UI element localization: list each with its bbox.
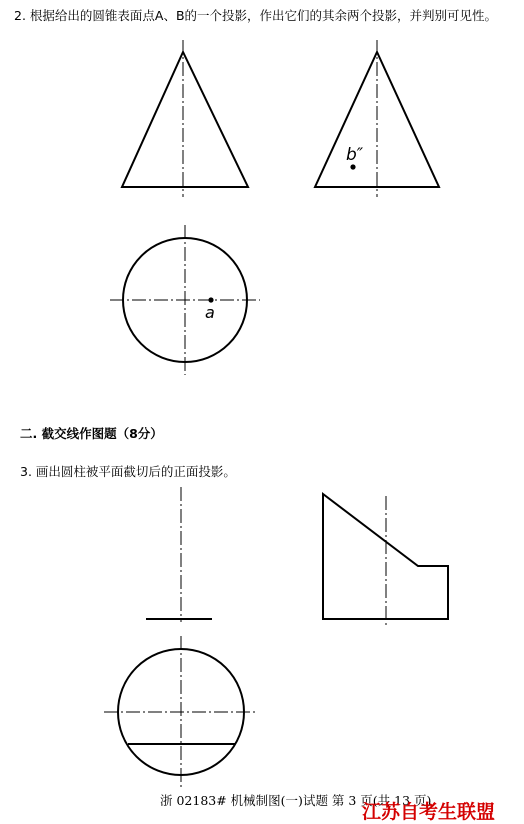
question-2-body: 根据给出的圆锥表面点A、B的一个投影，作出它们的其余两个投影，并判别可见性。 [29, 8, 498, 23]
cylinder-side-outline [323, 494, 448, 619]
point-b-label: b″ [346, 145, 364, 165]
cone-top-view [110, 225, 260, 375]
watermark: 江苏自考生联盟 [362, 801, 496, 823]
question-3-number: 3. [20, 464, 32, 479]
cylinder-side-view [323, 494, 448, 626]
section-2-title: 截交线作图题（8分） [41, 426, 163, 441]
cylinder-top-view [104, 636, 258, 788]
cylinder-front-view [146, 487, 212, 622]
cone-side-view [315, 40, 439, 197]
question-2-number: 2. [14, 8, 26, 23]
point-b [350, 164, 355, 169]
point-a [208, 297, 213, 302]
section-2-number: 二. [20, 426, 38, 441]
point-a-label: a [205, 303, 215, 322]
page-footer: 浙 02183# 机械制图(一)试题 第 3 页(共 13 页) [160, 793, 432, 808]
cone-front-outline [122, 52, 248, 187]
cone-front-view [122, 40, 248, 197]
question-3-body: 画出圆柱被平面截切后的正面投影。 [35, 464, 236, 479]
